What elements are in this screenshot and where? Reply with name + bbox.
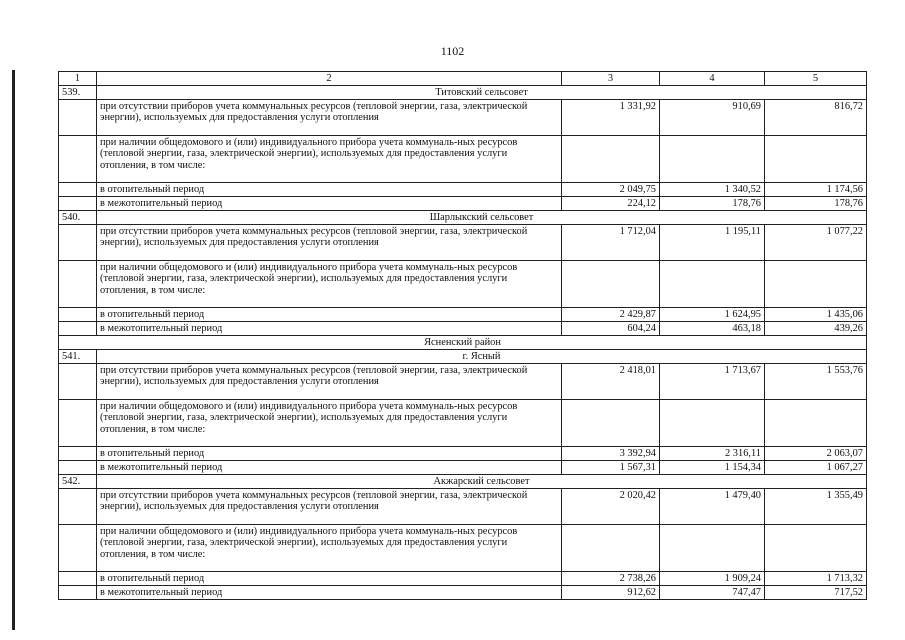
value-col-4 [660, 400, 765, 447]
value-col-3: 2 738,26 [562, 572, 660, 586]
value-col-3: 912,62 [562, 586, 660, 600]
table-row [59, 261, 867, 308]
row-description: в отопительный период [97, 572, 562, 586]
row-description: в межотопительный период [97, 197, 562, 211]
table-row [59, 225, 867, 261]
page-number: 1102 [440, 44, 465, 58]
value-col-5: 1 077,22 [765, 225, 867, 261]
value-col-3: 2 020,42 [562, 489, 660, 525]
value-col-4: 463,18 [660, 322, 765, 336]
table-row [59, 197, 867, 211]
empty-number-cell [59, 261, 97, 308]
row-description: при отсутствии приборов учета коммунальных ресурсов (тепловой энергии, газа, электрической энергии), используемых для предоставления услуги отопления [97, 100, 562, 136]
value-col-3: 3 392,94 [562, 447, 660, 461]
value-col-3: 224,12 [562, 197, 660, 211]
table-row [59, 586, 867, 600]
value-col-5 [765, 136, 867, 183]
table-row [59, 100, 867, 136]
row-description: при отсутствии приборов учета коммунальных ресурсов (тепловой энергии, газа, электрической энергии), используемых для предоставления услуги отопления [97, 225, 562, 261]
row-description: при наличии общедомового и (или) индивидуального прибора учета коммуналь-ных ресурсов (тепловой энергии, газа, электрической энергии), используемых для предоставления услуги отопления, в том числе: [97, 261, 562, 308]
header-col-4: 4 [660, 72, 765, 86]
table-row [59, 308, 867, 322]
value-col-3: 2 429,87 [562, 308, 660, 322]
empty-number-cell [59, 322, 97, 336]
value-col-4: 2 316,11 [660, 447, 765, 461]
value-col-3 [562, 400, 660, 447]
table-row [59, 447, 867, 461]
table-row [59, 489, 867, 525]
section-number: 541. [59, 350, 97, 364]
value-col-4: 1 195,11 [660, 225, 765, 261]
value-col-3: 1 567,31 [562, 461, 660, 475]
value-col-5: 816,72 [765, 100, 867, 136]
empty-number-cell [59, 461, 97, 475]
row-description: при отсутствии приборов учета коммунальных ресурсов (тепловой энергии, газа, электрической энергии), используемых для предоставления услуги отопления [97, 489, 562, 525]
table-row [59, 461, 867, 475]
table-row [59, 572, 867, 586]
table-row [59, 322, 867, 336]
row-description: при наличии общедомового и (или) индивидуального прибора учета коммуналь-ных ресурсов (тепловой энергии, газа, электрической энергии), используемых для предоставления услуги отопления, в том числе: [97, 136, 562, 183]
header-row [59, 72, 867, 86]
value-col-5 [765, 525, 867, 572]
section-title: Шарлыкский сельсовет [97, 211, 867, 225]
value-col-5: 178,76 [765, 197, 867, 211]
value-col-4 [660, 261, 765, 308]
value-col-3 [562, 136, 660, 183]
empty-number-cell [59, 136, 97, 183]
row-description: в межотопительный период [97, 586, 562, 600]
table-row [59, 136, 867, 183]
section-number: 539. [59, 86, 97, 100]
section-number: 542. [59, 475, 97, 489]
value-col-3: 2 418,01 [562, 364, 660, 400]
value-col-5: 1 553,76 [765, 364, 867, 400]
tariff-table [58, 71, 867, 600]
empty-number-cell [59, 572, 97, 586]
region-row [59, 336, 867, 350]
row-description: в отопительный период [97, 447, 562, 461]
value-col-4 [660, 136, 765, 183]
value-col-4: 1 154,34 [660, 461, 765, 475]
value-col-3 [562, 525, 660, 572]
value-col-3: 604,24 [562, 322, 660, 336]
value-col-4 [660, 525, 765, 572]
value-col-5: 1 713,32 [765, 572, 867, 586]
value-col-5: 439,26 [765, 322, 867, 336]
section-header-row [59, 350, 867, 364]
empty-number-cell [59, 447, 97, 461]
empty-number-cell [59, 197, 97, 211]
section-title: Акжарский сельсовет [97, 475, 867, 489]
section-title: г. Ясный [97, 350, 867, 364]
region-title: Ясненский район [59, 336, 867, 350]
value-col-3: 2 049,75 [562, 183, 660, 197]
value-col-4: 1 340,52 [660, 183, 765, 197]
section-title: Титовский сельсовет [97, 86, 867, 100]
value-col-5: 1 355,49 [765, 489, 867, 525]
header-col-1: 1 [59, 72, 97, 86]
value-col-3: 1 331,92 [562, 100, 660, 136]
table-row [59, 364, 867, 400]
empty-number-cell [59, 400, 97, 447]
row-description: при отсутствии приборов учета коммунальных ресурсов (тепловой энергии, газа, электрической энергии), используемых для предоставления услуги отопления [97, 364, 562, 400]
scan-edge-bar [12, 70, 15, 630]
empty-number-cell [59, 183, 97, 197]
value-col-5 [765, 261, 867, 308]
row-description: в межотопительный период [97, 461, 562, 475]
value-col-4: 1 713,67 [660, 364, 765, 400]
table-row [59, 183, 867, 197]
row-description: при наличии общедомового и (или) индивидуального прибора учета коммуналь-ных ресурсов (тепловой энергии, газа, электрической энергии), используемых для предоставления услуги отопления, в том числе: [97, 525, 562, 572]
value-col-3: 1 712,04 [562, 225, 660, 261]
value-col-5: 1 435,06 [765, 308, 867, 322]
row-description: в отопительный период [97, 183, 562, 197]
header-col-2: 2 [97, 72, 562, 86]
empty-number-cell [59, 525, 97, 572]
value-col-5: 1 067,27 [765, 461, 867, 475]
empty-number-cell [59, 100, 97, 136]
value-col-3 [562, 261, 660, 308]
empty-number-cell [59, 225, 97, 261]
value-col-4: 1 909,24 [660, 572, 765, 586]
header-col-3: 3 [562, 72, 660, 86]
empty-number-cell [59, 308, 97, 322]
row-description: в межотопительный период [97, 322, 562, 336]
value-col-4: 178,76 [660, 197, 765, 211]
section-header-row [59, 86, 867, 100]
value-col-4: 1 479,40 [660, 489, 765, 525]
value-col-5 [765, 400, 867, 447]
table-row [59, 525, 867, 572]
section-header-row [59, 211, 867, 225]
empty-number-cell [59, 364, 97, 400]
empty-number-cell [59, 489, 97, 525]
value-col-4: 910,69 [660, 100, 765, 136]
section-header-row [59, 475, 867, 489]
value-col-5: 2 063,07 [765, 447, 867, 461]
value-col-4: 1 624,95 [660, 308, 765, 322]
empty-number-cell [59, 586, 97, 600]
row-description: в отопительный период [97, 308, 562, 322]
value-col-5: 717,52 [765, 586, 867, 600]
value-col-5: 1 174,56 [765, 183, 867, 197]
table-row [59, 400, 867, 447]
section-number: 540. [59, 211, 97, 225]
header-col-5: 5 [765, 72, 867, 86]
value-col-4: 747,47 [660, 586, 765, 600]
row-description: при наличии общедомового и (или) индивидуального прибора учета коммуналь-ных ресурсов (тепловой энергии, газа, электрической энергии), используемых для предоставления услуги отопления, в том числе: [97, 400, 562, 447]
